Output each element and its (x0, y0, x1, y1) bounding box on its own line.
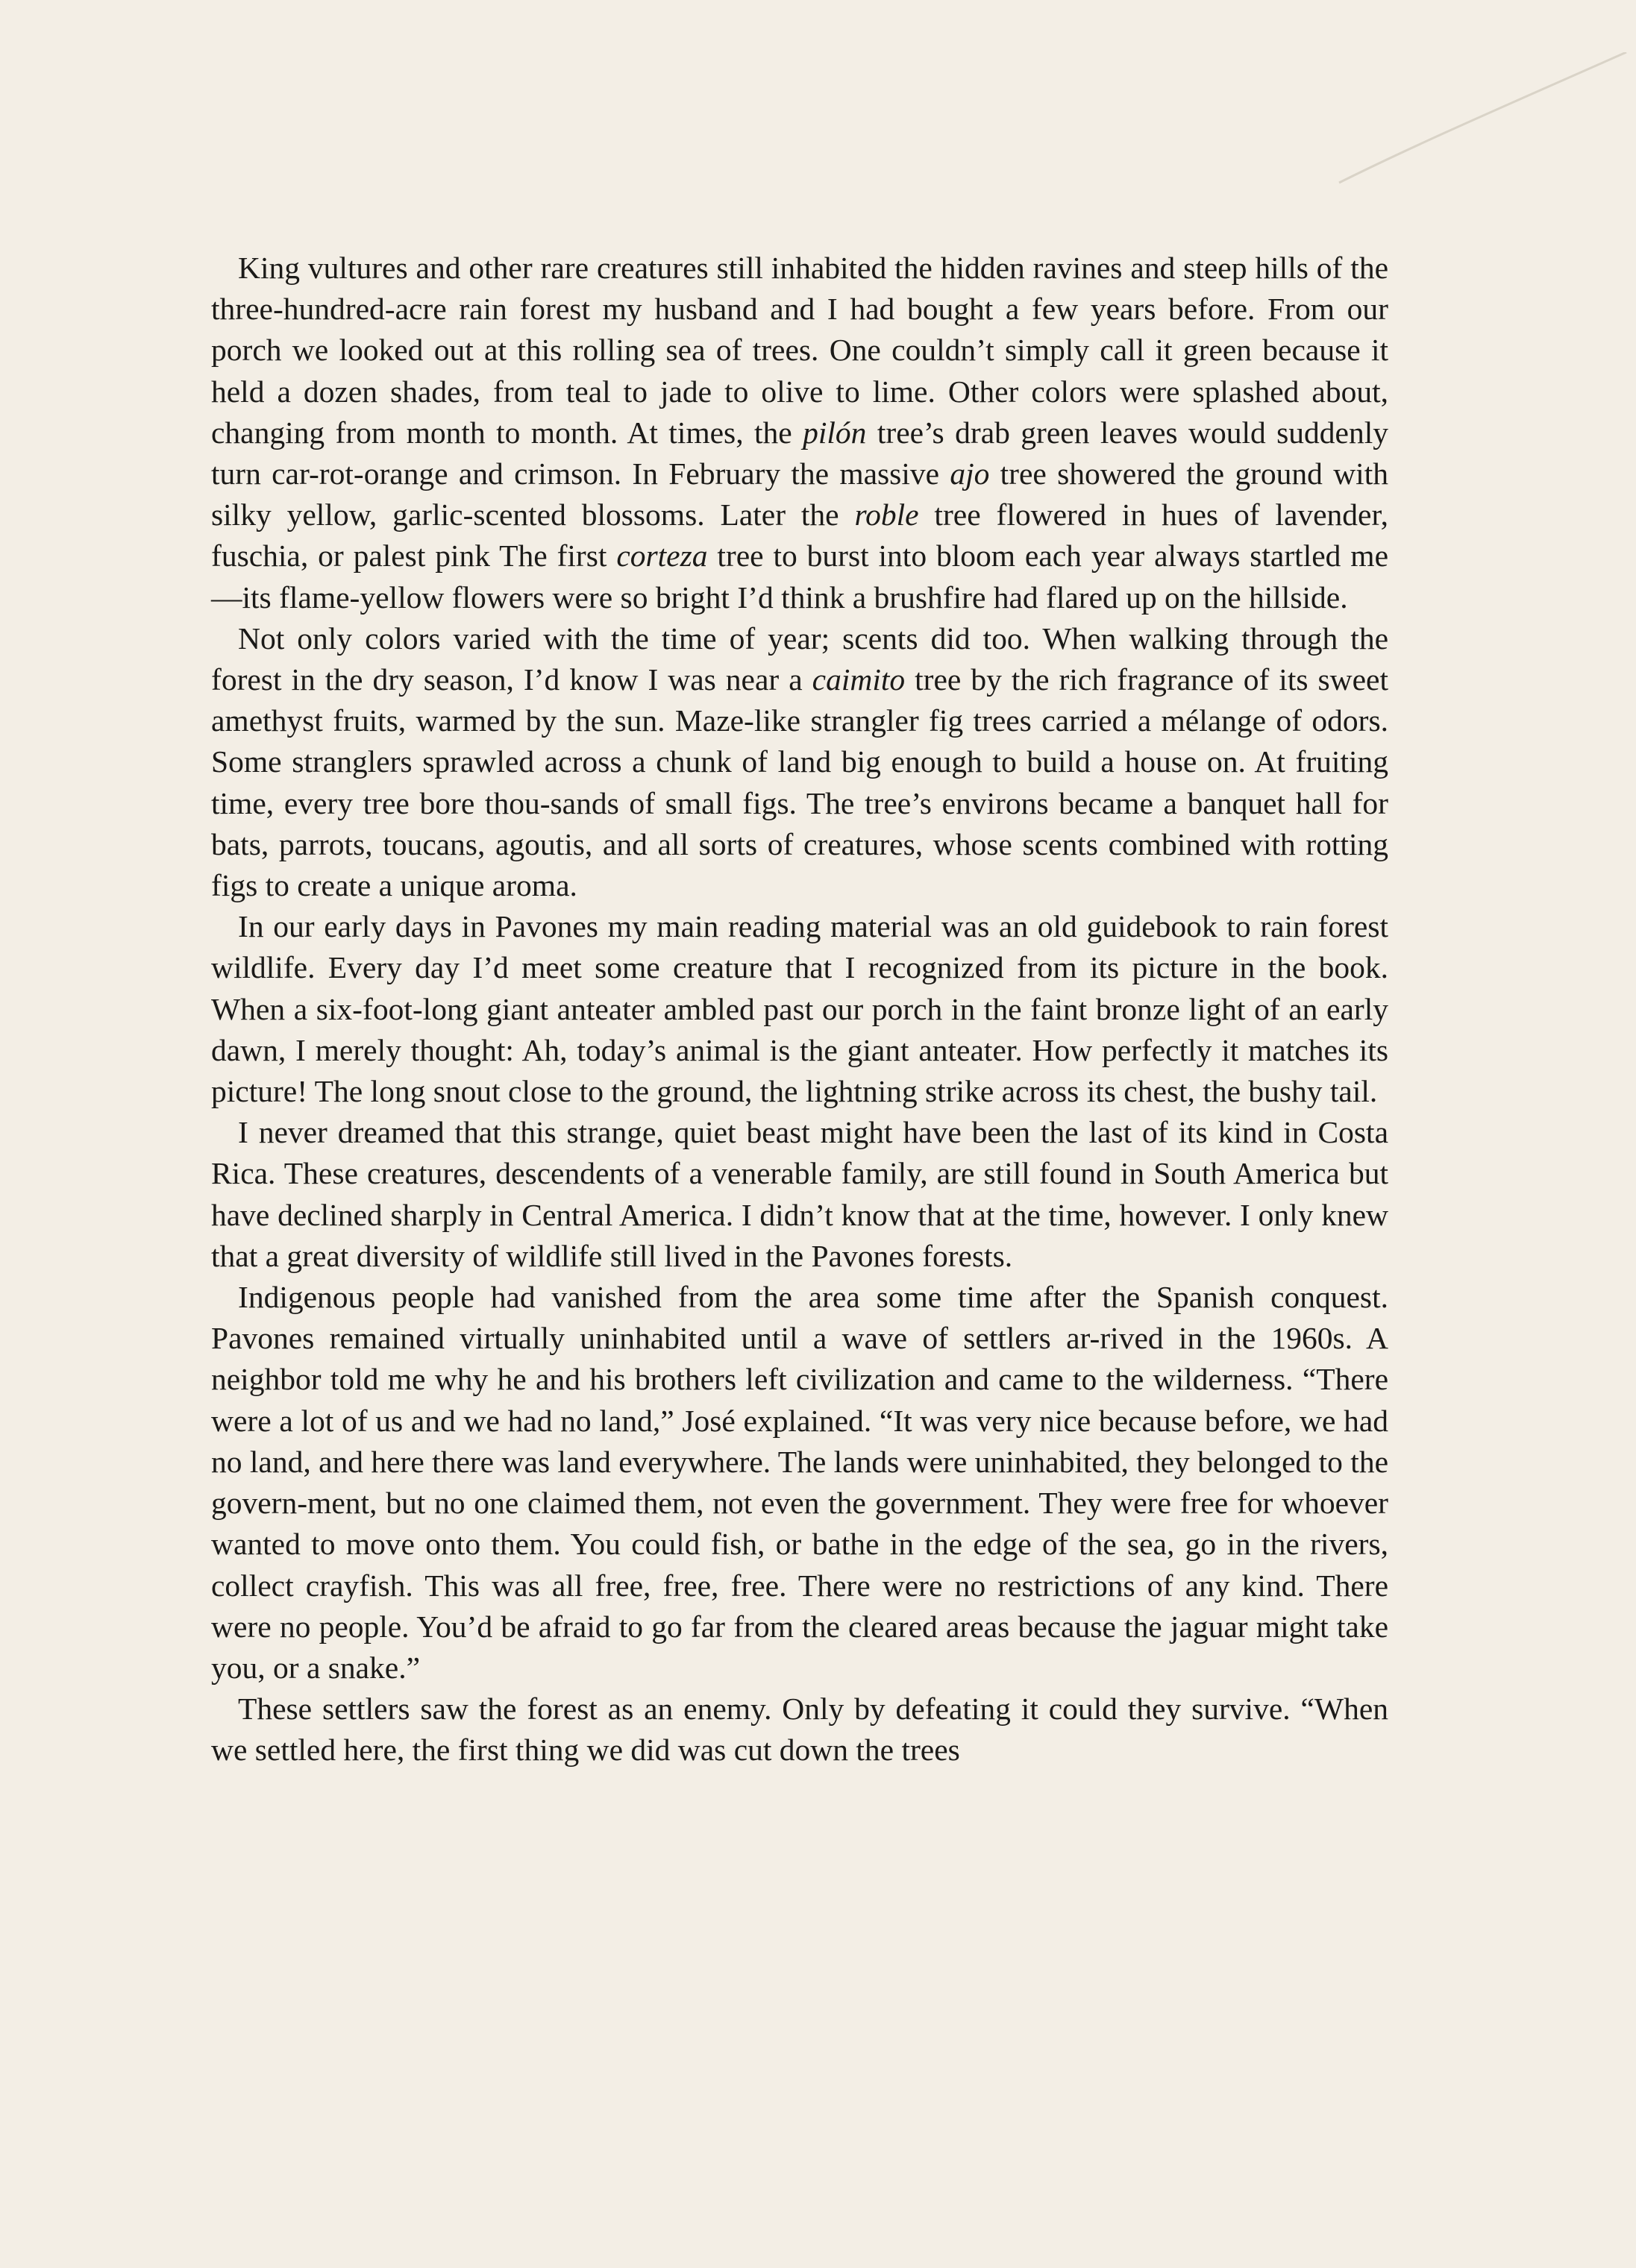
text-run: Indigenous people had vanished from the area some time after the Spanish conquest. Pavones remained virtually uninhabited until a wave of settlers ar-rived in the 1960s. A neighbor told me why he and his brothers left civilization and came to the wilderness. “There were a lot of us and we had no land,” José explained. “It was very nice because before, we had no land, and here there was land everywhere. The lands were uninhabited, they belonged to the govern-ment, but no one claimed them, not even the government. They were free for whoever wanted to move onto them. You could fish, or bathe in the edge of the sea, go in the rivers, collect crayfish. This was all free, free, free. There were no restrictions of any kind. There were no people. You’d be afraid to go far from the cleared areas because the jaguar might take you, or a snake.” (211, 1280, 1388, 1685)
text-run: I never dreamed that this strange, quiet beast might have been the last of its kind in Costa Rica. These creatures, descendents of a venerable family, are still found in South America but have declined sharply in Central America. I didn’t know that at the time, however. I only knew that a great diversity of wildlife still lived in the Pavones forests. (211, 1115, 1388, 1273)
text-run: tree by the rich fragrance of its sweet amethyst fruits, warmed by the sun. Maze-like strangler fig trees carried a mélange of odors. Some stranglers sprawled across a chunk of land big enough to build a house on. At fruiting time, every tree bore thou-sands of small figs. The tree’s environs became a banquet hall for bats, parrots, toucans, agoutis, and all sorts of creatures, whose scents combined with rotting figs to create a unique aroma. (211, 662, 1388, 903)
text-run: tree flowered in hues of lavender, fuschia, or palest pink The first (211, 497, 1388, 574)
paragraph (211, 1689, 1388, 1771)
text-run: These settlers saw the forest as an enemy. Only by defeating it could they survive. “When we settled here, the first thing we did was cut down the trees (211, 1691, 1388, 1768)
text-run: King vultures and other rare creatures still inhabited the hidden ravines and steep hills of the three-hundred-acre rain forest my husband and I had bought a few years before. From our porch we looked out at this rolling sea of trees. One couldn’t simply call it green because it held a dozen shades, from teal to jade to olive to lime. Other colors were splashed about, changing from month to month. At times, the (211, 251, 1388, 450)
text-run: Not only colors varied with the time of year; scents did too. When walking through the forest in the dry season, I’d know I was near a (211, 621, 1388, 697)
paragraph (211, 1277, 1388, 1689)
paragraph (211, 248, 1388, 618)
italic-term: ajo (950, 456, 990, 491)
italic-term: caimito (812, 662, 906, 697)
italic-term: roble (854, 497, 919, 533)
italic-term: corteza (616, 538, 708, 574)
text-run: tree showered the ground with silky yellow, garlic-scented blossoms. Later the (211, 456, 1388, 533)
text-run: tree’s drab green leaves would suddenly turn car-rot-orange and crimson. In February the massive (211, 415, 1388, 491)
paragraph (211, 1112, 1388, 1277)
text-run: In our early days in Pavones my main reading material was an old guidebook to rain forest wildlife. Every day I’d meet some creature that I recognized from its picture in the book. When a six-foot-long giant anteater ambled past our porch in the faint bronze light of an early dawn, I merely thought: Ah, today’s animal is the giant anteater. How perfectly it matches its picture! The long snout close to the ground, the lightning strike across its chest, the bushy tail. (211, 909, 1388, 1109)
paragraph (211, 618, 1388, 906)
italic-term: pilón (803, 415, 867, 450)
paper-crease-mark (1332, 52, 1630, 201)
paragraph (211, 906, 1388, 1112)
text-run: tree to burst into bloom each year always startled me—its flame-yellow flowers were so bright I’d think a brushfire had flared up on the hillside. (211, 538, 1388, 615)
body-text (211, 248, 1388, 1771)
